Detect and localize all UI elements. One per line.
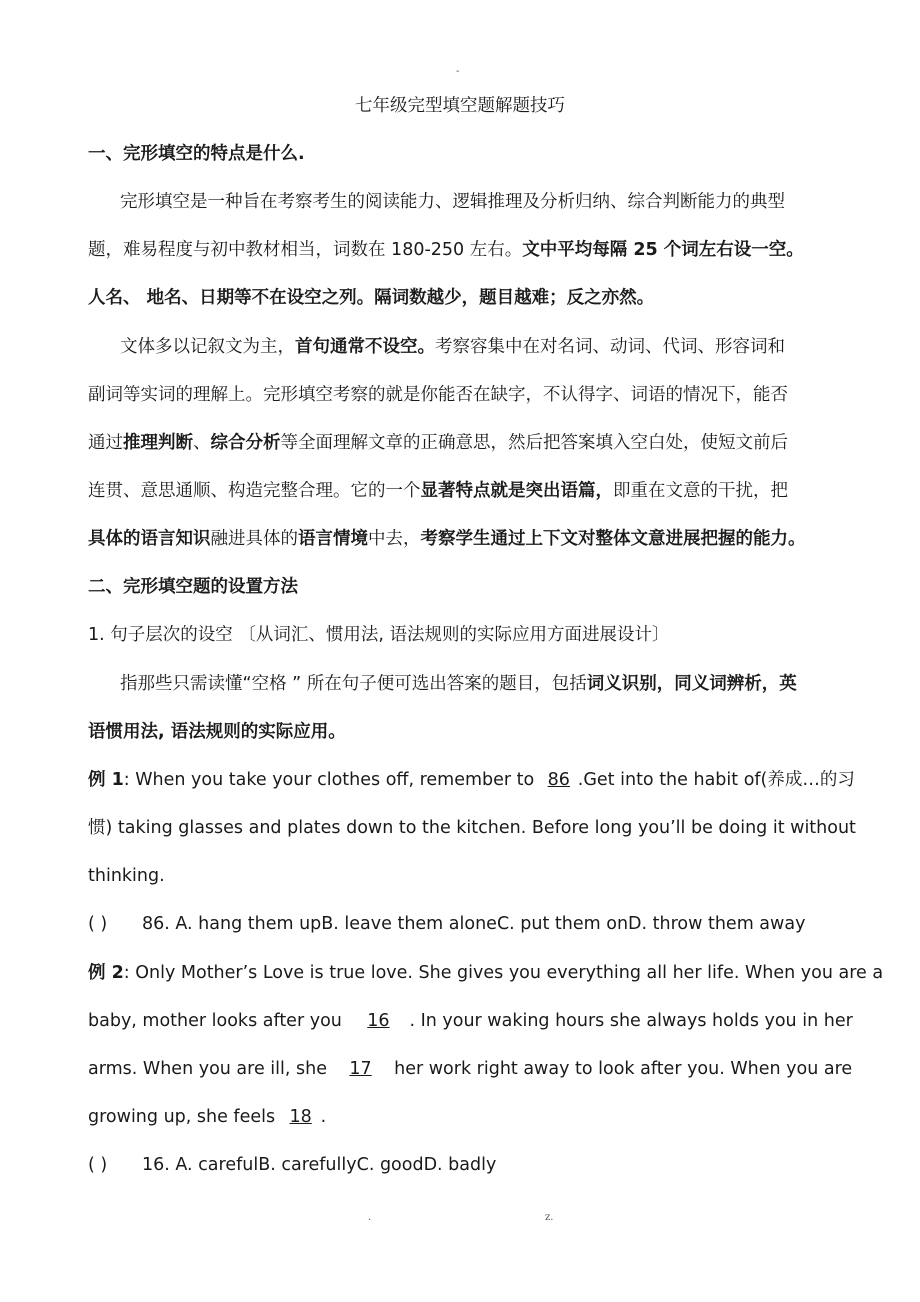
- paragraph-line: 指那些只需读懂“空格 ” 所在句子便可选出答案的题目，包括词义识别，同义词辨析，英: [120, 674, 797, 694]
- example-1-line: 例 1: When you take your clothes off, remember to 86 .Get into the habit of(养成…的习: [88, 770, 855, 790]
- paragraph-line: 通过推理判断、综合分析等全面理解文章的正确意思，然后把答案填入空白处，使短文前后: [88, 433, 788, 453]
- example-2-line: growing up, she feels 18 .: [88, 1107, 327, 1127]
- paragraph-line: 完形填空是一种旨在考察考生的阅读能力、逻辑推理及分析归纳、综合判断能力的典型: [120, 192, 785, 212]
- page-title: 七年级完型填空题解题技巧: [355, 96, 565, 116]
- paragraph-line: 连贯、意思通顺、构造完整合理。它的一个显著特点就是突出语篇，即重在文意的干扰，把: [88, 481, 788, 501]
- blank-17: 17: [349, 1059, 372, 1079]
- paragraph-line: 题，难易程度与初中教材相当，词数在 180-250 左右。文中平均每隔 25 个词左右设一空。: [88, 240, 804, 260]
- paragraph-line: 具体的语言知识融进具体的语言情境中去，考察学生通过上下文对整体文意进展把握的能力。: [88, 529, 806, 549]
- example-1-line: thinking.: [88, 866, 165, 886]
- example-label: 例 1: [88, 770, 124, 790]
- question-86: ( ) 86. A. hang them upB. leave them aloneC. put them onD. throw them away: [88, 914, 806, 934]
- blank-16: 16: [367, 1011, 390, 1031]
- header-mark: -: [456, 66, 460, 77]
- example-2-line: baby, mother looks after you 16 . In your waking hours she always holds you in her: [88, 1011, 853, 1031]
- example-label: 例 2: [88, 963, 124, 983]
- subheading: 1. 句子层次的设空 〔从词汇、惯用法, 语法规则的实际应用方面进展设计〕: [88, 625, 670, 645]
- example-1-line: 惯) taking glasses and plates down to the kitchen. Before long you’ll be doing it without: [88, 818, 856, 838]
- answer-parentheses: ( ): [88, 914, 108, 934]
- question-16: ( ) 16. A. carefulB. carefullyC. goodD. badly: [88, 1155, 497, 1175]
- section-2-heading: 二、完形填空题的设置方法: [88, 577, 298, 597]
- paragraph-line: 语惯用法, 语法规则的实际应用。: [88, 722, 346, 742]
- example-2-line: arms. When you are ill, she 17 her work right away to look after you. When you are: [88, 1059, 853, 1079]
- paragraph-line: 文体多以记叙文为主，首句通常不设空。考察容集中在对名词、动词、代词、形容词和: [120, 337, 785, 357]
- blank-86: 86: [547, 770, 570, 790]
- section-1-heading: 一、完形填空的特点是什么.: [88, 144, 305, 164]
- footer-left-mark: .: [368, 1212, 372, 1223]
- example-2-line: 例 2: Only Mother’s Love is true love. She gives you everything all her life. When you are a: [88, 963, 884, 983]
- paragraph-line: 副词等实词的理解上。完形填空考察的就是你能否在缺字，不认得字、词语的情况下，能否: [88, 385, 788, 405]
- answer-parentheses: ( ): [88, 1155, 108, 1175]
- footer-right-mark: z.: [545, 1212, 554, 1223]
- blank-18: 18: [289, 1107, 312, 1127]
- paragraph-line: 人名、 地名、日期等不在设空之列。隔词数越少，题目越难；反之亦然。: [88, 288, 655, 308]
